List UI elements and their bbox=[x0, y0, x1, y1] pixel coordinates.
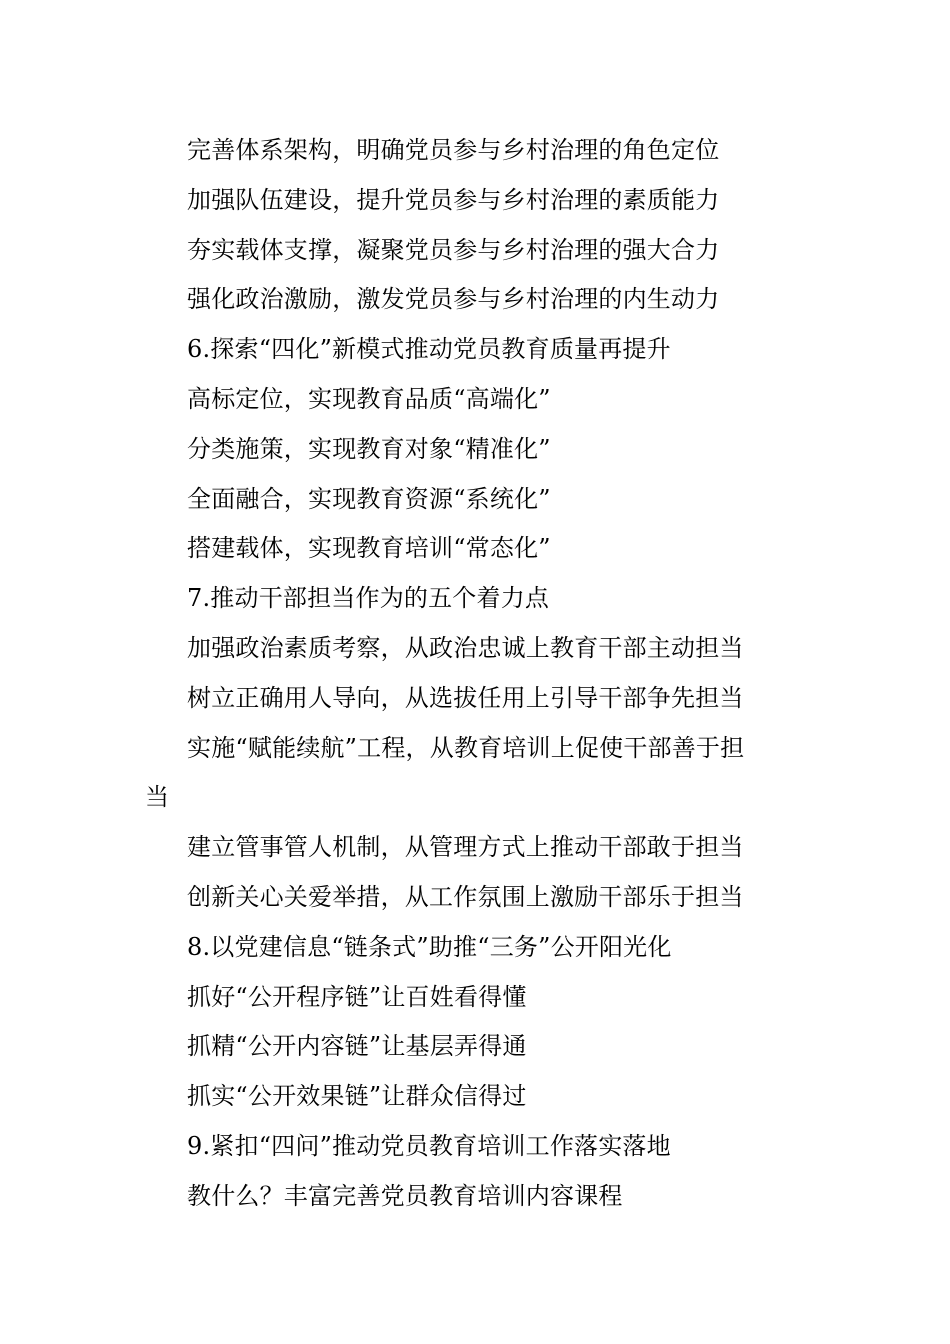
paragraph-line: 教什么？丰富完善党员教育培训内容课程 bbox=[187, 1181, 623, 1210]
paragraph-line: 分类施策，实现教育对象“精准化” bbox=[187, 434, 551, 463]
section-heading: 8.以党建信息“链条式”助推“三务”公开阳光化 bbox=[187, 932, 672, 961]
paragraph-line: 加强队伍建设，提升党员参与乡村治理的素质能力 bbox=[187, 185, 720, 214]
paragraph-line: 抓好“公开程序链”让百姓看得懂 bbox=[187, 982, 527, 1011]
paragraph-line: 高标定位，实现教育品质“高端化” bbox=[187, 384, 551, 413]
section-heading: 6.探索“四化”新模式推动党员教育质量再提升 bbox=[187, 335, 671, 364]
paragraph-line: 抓精“公开内容链”让基层弄得通 bbox=[187, 1032, 527, 1061]
paragraph-line: 全面融合，实现教育资源“系统化” bbox=[187, 484, 551, 513]
paragraph-line: 加强政治素质考察，从政治忠诚上教育干部主动担当 bbox=[187, 633, 744, 662]
paragraph-line: 夯实载体支撑，凝聚党员参与乡村治理的强大合力 bbox=[187, 235, 720, 264]
paragraph-line-continuation: 当 bbox=[145, 783, 170, 812]
paragraph-line: 树立正确用人导向，从选拔任用上引导干部争先担当 bbox=[187, 683, 744, 712]
paragraph-line: 创新关心关爱举措，从工作氛围上激励干部乐于担当 bbox=[187, 882, 744, 911]
paragraph-line: 搭建载体，实现教育培训“常态化” bbox=[187, 534, 551, 563]
section-heading: 9.紧扣“四问”推动党员教育培训工作落实落地 bbox=[187, 1131, 671, 1160]
paragraph-line: 强化政治激励，激发党员参与乡村治理的内生动力 bbox=[187, 285, 720, 314]
paragraph-line: 建立管事管人机制，从管理方式上推动干部敢于担当 bbox=[187, 833, 744, 862]
paragraph-line: 实施“赋能续航”工程，从教育培训上促使干部善于担 bbox=[187, 733, 745, 762]
paragraph-line: 完善体系架构，明确党员参与乡村治理的角色定位 bbox=[187, 136, 720, 164]
section-heading: 7.推动干部担当作为的五个着力点 bbox=[187, 584, 550, 613]
document-body bbox=[145, 126, 825, 1222]
paragraph-line: 抓实“公开效果链”让群众信得过 bbox=[187, 1082, 527, 1111]
